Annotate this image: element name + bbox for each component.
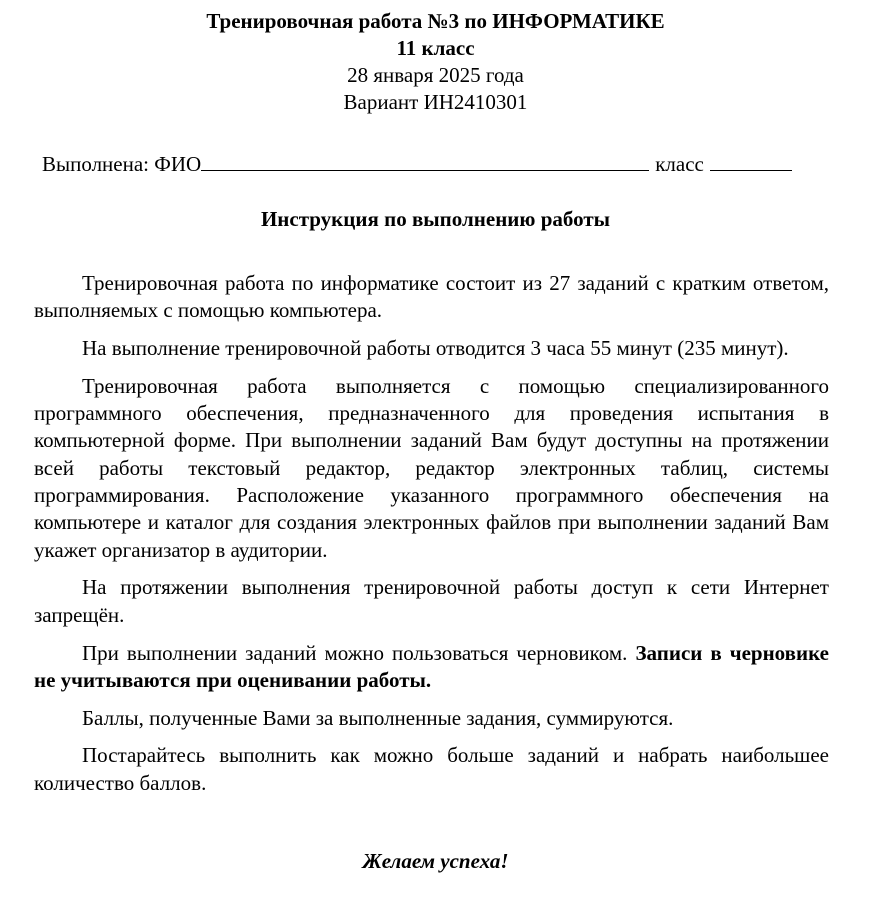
paragraph-scoring: Баллы, полученные Вами за выполненные задания, суммируются.: [82, 705, 674, 730]
paragraph-internet: На протяжении выполнения тренировочной работы доступ к сети Интернет запрещён.: [34, 575, 829, 627]
draft-normal-text: При выполнении заданий можно пользоваться черновиком.: [82, 640, 628, 665]
done-by-label: Выполнена: ФИО: [42, 152, 202, 176]
draft-bold-text: Записи в черновике не учитываются при оценивании работы.: [34, 640, 829, 692]
paragraph-time-limit: На выполнение тренировочной работы отводится 3 часа 55 минут (235 минут).: [82, 336, 789, 361]
paragraph-software: Тренировочная работа выполняется с помощью специализированного программного обеспечения, предназначенного для проведения испытания в компьютерной форме. При выполнении заданий Вам будут доступны на протяжении всей работы текстовый редактор, редактор электронных таблиц, системы программирования. Расположение указанного программного обеспечения на компьютере и каталог для создания электронных файлов при выполнении заданий Вам укажет организатор в аудитории.: [34, 373, 829, 562]
good-luck-wish: Желаем успеха!: [362, 849, 509, 873]
class-label: класс: [655, 152, 704, 176]
grade-label: 11 класс: [396, 36, 475, 60]
instructions-heading: Инструкция по выполнению работы: [260, 207, 611, 231]
variant-label: Вариант ИН2410301: [343, 90, 528, 114]
name-blank-line: [201, 150, 649, 171]
paragraph-advice: Постарайтесь выполнить как можно больше заданий и набрать наибольшее количество баллов.: [34, 743, 829, 795]
signature-line: [42, 150, 832, 178]
class-blank-line: [710, 150, 792, 171]
title-block: [0, 8, 871, 116]
paragraph-draft: [34, 640, 829, 695]
document-title: Тренировочная работа №3 по ИНФОРМАТИКЕ: [206, 9, 665, 33]
instructions-body: [34, 270, 829, 808]
exam-date: 28 января 2025 года: [347, 63, 524, 87]
paragraph-task-count: Тренировочная работа по информатике состоит из 27 заданий с кратким ответом, выполняемых с помощью компьютера.: [34, 271, 829, 323]
